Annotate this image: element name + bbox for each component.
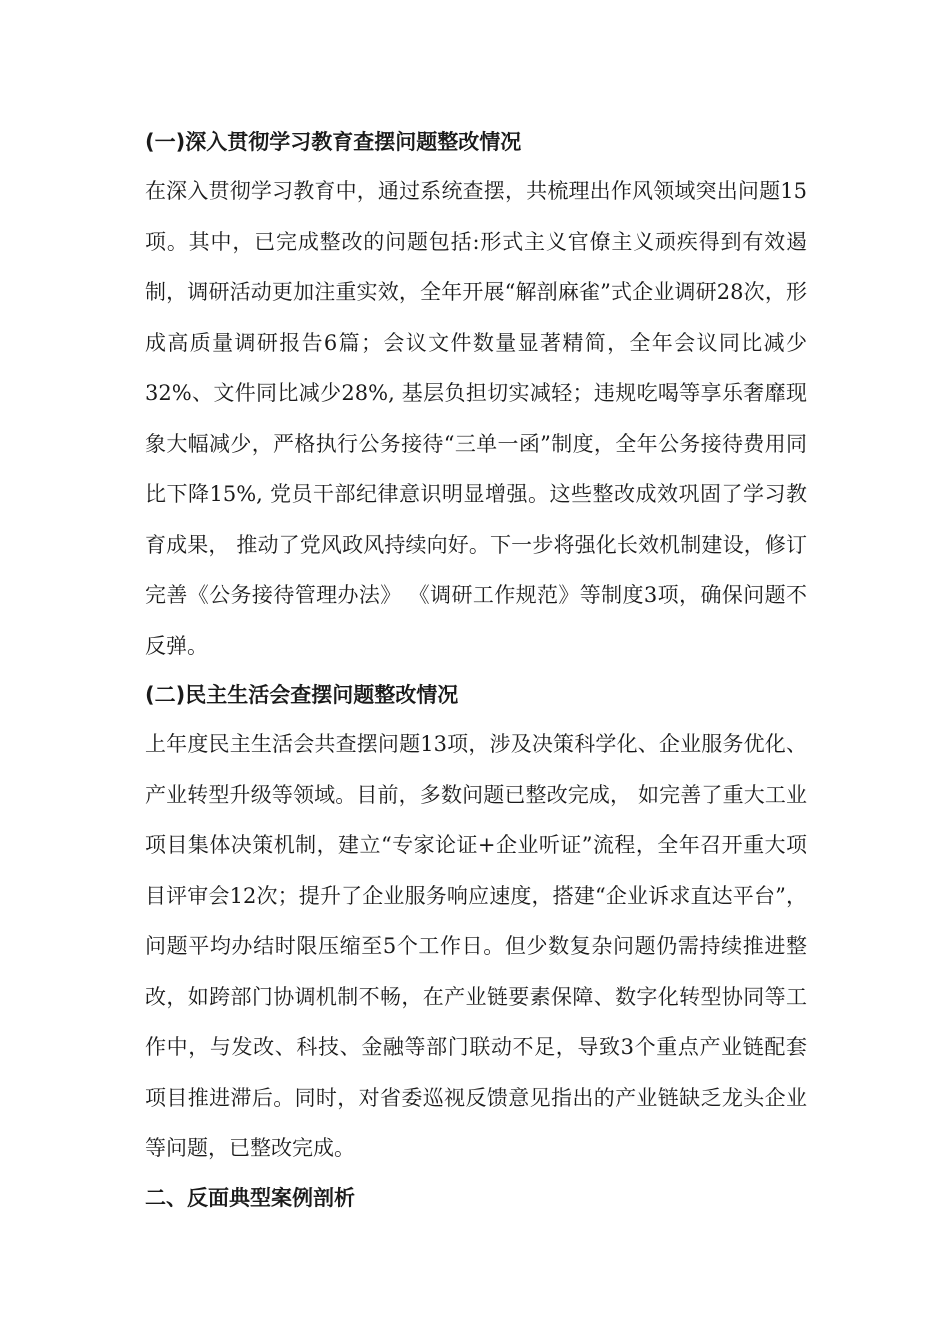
section-paragraph-2: 上年度民主生活会共查摆问题13项，涉及决策科学化、企业服务优化、产业转型升级等领域。目前，多数问题已整改完成， 如完善了重大工业项目集体决策机制，建立“专家论证+企业听证”流程，全年召开重大项目评审会12次；提升了企业服务响应速度，搭建“企业诉求直达平台”，问题平均办结时限压缩至5个工作日。但少数复杂问题仍需持续推进整改，如跨部门协调机制不畅，在产业链要素保障、数字化转型协同等工作中，与发改、科技、金融等部门联动不足，导致3个重点产业链配套项目推进滞后。同时，对省委巡视反馈意见指出的产业链缺乏龙头企业等问题，已整改完成。 bbox=[145, 732, 807, 1160]
document-body bbox=[145, 118, 807, 1222]
section-heading-1: (一)深入贯彻学习教育查摆问题整改情况 bbox=[145, 130, 522, 154]
section-heading-2: (二)民主生活会查摆问题整改情况 bbox=[145, 683, 459, 707]
section-heading-3: 二、反面典型案例剖析 bbox=[145, 1185, 355, 1210]
section-paragraph-1: 在深入贯彻学习教育中，通过系统查摆，共梳理出作风领域突出问题15项。其中，已完成整改的问题包括:形式主义官僚主义顽疾得到有效遏制，调研活动更加注重实效，全年开展“解剖麻雀”式企业调研28次，形成高质量调研报告6篇；会议文件数量显著精简，全年会议同比减少32%、文件同比减少28%, 基层负担切实减轻；违规吃喝等享乐奢靡现象大幅减少，严格执行公务接待“三单一函”制度，全年公务接待费用同比下降15%, 党员干部纪律意识明显增强。这些整改成效巩固了学习教育成果， 推动了党风政风持续向好。下一步将强化长效机制建设，修订完善《公务接待管理办法》 《调研工作规范》等制度3项，确保问题不反弹。 bbox=[145, 179, 807, 658]
